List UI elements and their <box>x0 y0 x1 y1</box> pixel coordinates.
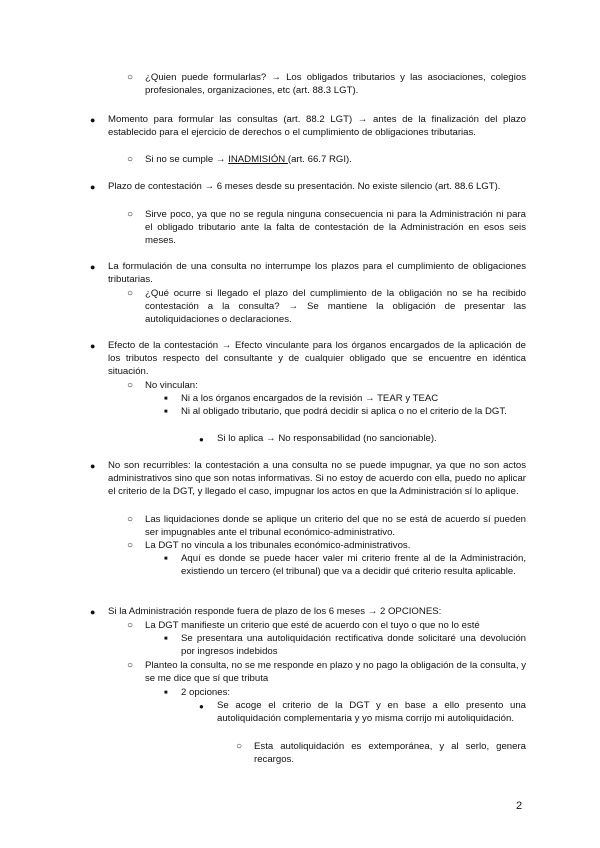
text-organos-revision: Ni a los órganos encargados de la revisión → TEAR y TEAC <box>181 393 439 404</box>
text-efecto-contestacion: Efecto de la contestación → Efecto vinculante para los órganos encargados de la aplicación de los tributos respecto del consultante y de cualquier obligado que se encuentre en idéntica situación. <box>108 340 526 377</box>
text-quien-formular: ¿Quien puede formularlas? → Los obligados tributarios y las asociaciones, colegios profesionales, organizaciones, etc (art. 88.3 LGT). <box>145 72 526 96</box>
text-dgt-no-vincula: La DGT no vincula a los tribunales económico-administrativos. <box>145 540 411 551</box>
text-obligado-tributario: Ni al obligado tributario, que podrá decidir si aplica o no el criterio de la DGT. <box>181 406 507 417</box>
text-formulacion-consulta: La formulación de una consulta no interrumpe los plazos para el cumplimiento de obligaciones tributarias. <box>108 261 526 285</box>
circle-bullet-icon: ○ <box>127 72 134 83</box>
disc-bullet-icon: ● <box>90 115 96 125</box>
disc-bullet-icon: ● <box>90 262 96 272</box>
circle-bullet-icon: ○ <box>127 380 134 391</box>
square-bullet-icon: ■ <box>164 636 168 642</box>
page-number: 2 <box>516 800 523 812</box>
text-si-lo-aplica: Si lo aplica → No responsabilidad (no sancionable). <box>217 433 437 444</box>
circle-bullet-icon: ○ <box>127 288 134 299</box>
disc-bullet-icon: ● <box>90 341 96 351</box>
square-bullet-icon: ■ <box>164 690 168 696</box>
text-rectificativa: Se presentara una autoliquidación rectificativa donde solicitaré una devolución por ingresos indebidos <box>181 633 526 657</box>
disc-bullet-icon: ● <box>90 461 96 471</box>
text-dgt-manifieste: La DGT manifieste un criterio que esté de acuerdo con el tuyo o que no lo esté <box>145 620 480 631</box>
text-si-no-cumple-lead: Si no se cumple → <box>145 154 229 165</box>
text-aqui-criterio: Aquí es donde se puede hacer valer mi criterio frente al de la Administración, existiendo un tercero (el tribunal) que va a decidir qué criterio resulta aplicable. <box>181 553 526 577</box>
square-bullet-icon: ■ <box>164 556 168 562</box>
text-art-667: (art. 66.7 RGI). <box>287 154 352 165</box>
circle-bullet-icon: ○ <box>127 514 134 525</box>
disc-bullet-icon: ● <box>90 182 96 192</box>
text-plazo-contestacion: Plazo de contestación → 6 meses desde su presentación. No existe silencio (art. 88.6 LGT). <box>108 181 501 192</box>
text-dos-opciones: 2 opciones: <box>181 687 231 698</box>
circle-bullet-icon: ○ <box>127 620 134 631</box>
disc-bullet-icon: ● <box>199 435 204 444</box>
text-no-recurribles: No son recurribles: la contestación a una consulta no se puede impugnar, ya que no son actos administrativos sino que son notas informativas. Si no estoy de acuerdo con ella, puedo no aplicar el criterio de la DGT, y llegado el caso, impugnar los actos en que la Administración sí lo aplique. <box>108 460 526 497</box>
square-bullet-icon: ■ <box>164 396 168 402</box>
circle-bullet-icon: ○ <box>127 209 134 220</box>
text-fuera-plazo: Si la Administración responde fuera de plazo de los 6 meses → 2 OPCIONES: <box>108 606 442 617</box>
text-que-ocurre: ¿Qué ocurre si llegado el plazo del cumplimiento de la obligación no se ha recibido contestación a la consulta? → Se mantiene la obligación de presentar las autoliquidaciones o declaraciones. <box>145 288 526 325</box>
disc-bullet-icon: ● <box>199 702 204 711</box>
text-liquidaciones: Las liquidaciones donde se aplique un criterio del que no se está de acuerdo sí pueden ser impugnables ante el tribunal económico-administrativo. <box>145 514 526 538</box>
inadmision-underlined: INADMISIÓN <box>228 154 288 165</box>
text-planteo-consulta: Planteo la consulta, no se me responde en plazo y no pago la obligación de la consulta, y se me dice que sí que tributa <box>145 660 526 684</box>
square-bullet-icon: ■ <box>164 409 168 415</box>
text-momento-consultas: Momento para formular las consultas (art. 88.2 LGT) → antes de la finalización del plazo establecido para el ejercicio de derechos o el cumplimiento de obligaciones tributarias. <box>108 114 526 138</box>
text-extemporanea: Esta autoliquidación es extemporánea, y al serlo, genera recargos. <box>254 741 526 765</box>
circle-bullet-icon: ○ <box>236 741 243 752</box>
circle-bullet-icon: ○ <box>127 540 134 551</box>
circle-bullet-icon: ○ <box>127 154 134 165</box>
circle-bullet-icon: ○ <box>127 660 134 671</box>
text-sirve-poco: Sirve poco, ya que no se regula ninguna consecuencia ni para la Administración ni para el obligado tributario ante la falta de contestación de la Administración en esos seis meses. <box>145 209 526 246</box>
text-acoge-criterio: Se acoge el criterio de la DGT y en base a ello presento una autoliquidación complementaria y yo misma corrijo mi autoliquidación. <box>217 700 526 724</box>
disc-bullet-icon: ● <box>90 607 96 617</box>
text-no-vinculan: No vinculan: <box>145 380 198 391</box>
text-si-no-cumple <box>145 153 526 166</box>
